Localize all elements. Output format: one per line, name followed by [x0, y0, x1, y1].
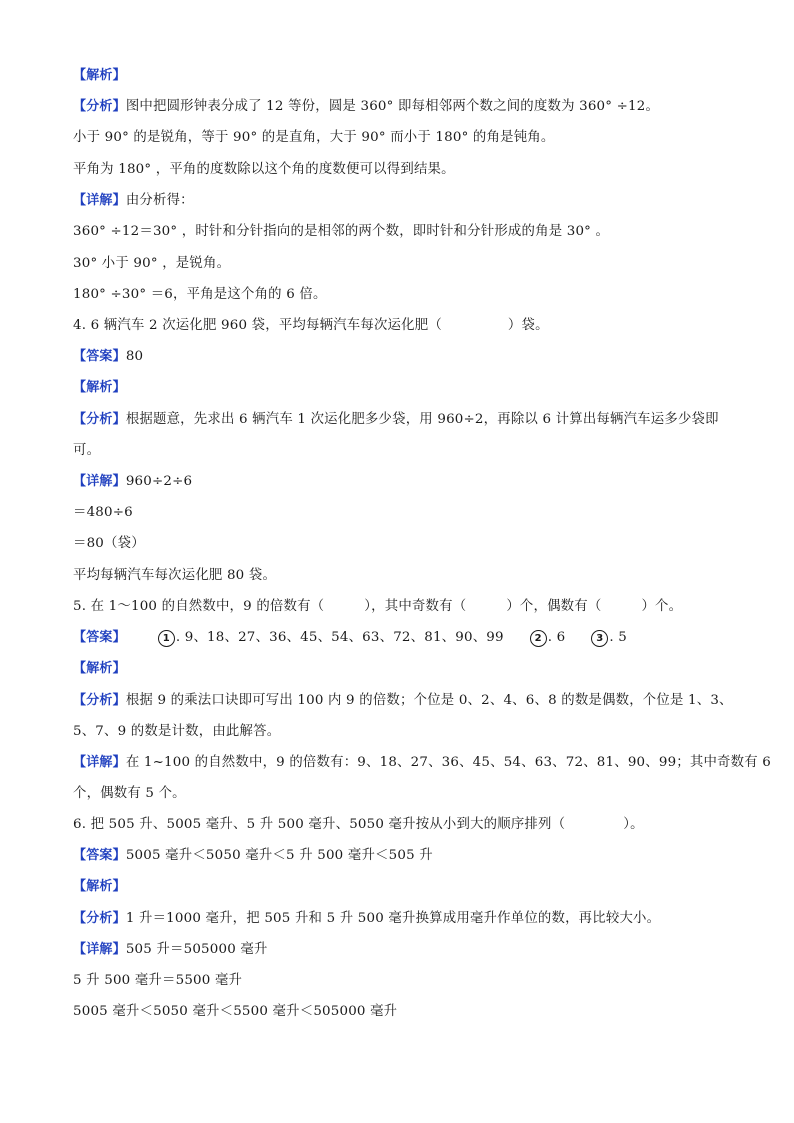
answer-item-3: [591, 628, 627, 648]
paragraph: [73, 971, 734, 991]
text: 根据题意，先求出 6 辆汽车 1 次运化肥多少袋，用 960÷2，再除以 6 计算出每辆汽车运多少袋即: [125, 412, 719, 427]
section-heading: [73, 66, 734, 86]
text: 平角为 180° ，平角的度数除以这个角的度数便可以得到结果。: [73, 162, 455, 177]
text: ＝80（袋）: [73, 536, 145, 551]
analysis-tag: 【解析】: [73, 879, 126, 894]
answer-text: . 6: [547, 630, 566, 645]
analysis-tag: 【解析】: [73, 661, 126, 676]
xiangjie-tag: 【详解】: [73, 942, 126, 957]
question-text-end: ）。: [623, 817, 644, 832]
text: 可。: [73, 443, 101, 458]
fenxi-tag: 【分析】: [73, 412, 126, 427]
answer-tag: 【答案】: [73, 848, 126, 863]
text: 由分析得：: [125, 193, 194, 208]
answer-tag: 【答案】: [73, 630, 126, 645]
text: 5005 毫升＜5050 毫升＜5500 毫升＜505000 毫升: [73, 1004, 398, 1019]
answer-text: 5005 毫升＜5050 毫升＜5 升 500 毫升＜505 升: [125, 848, 433, 863]
answer-item-1: [158, 628, 504, 648]
text: 30° 小于 90° ，是锐角。: [73, 256, 231, 271]
text: ＝480÷6: [73, 505, 133, 520]
analysis-tag: 【解析】: [73, 380, 126, 395]
question-text: 6. 把 505 升、5005 毫升、5 升 500 毫升、5050 毫升按从小到大的顺序排列（: [73, 817, 566, 832]
circled-number-1: 1: [158, 630, 175, 647]
question-5: [73, 597, 734, 617]
text: 根据 9 的乘法口诀即可写出 100 内 9 的倍数；个位是 0、2、4、6、8 的数是偶数，个位是 1、3、: [125, 693, 733, 708]
xiangjie-tag: 【详解】: [73, 474, 126, 489]
text: 180° ÷30° ＝6，平角是这个角的 6 倍。: [73, 287, 327, 302]
paragraph: [73, 410, 734, 430]
answer-line: [73, 628, 734, 648]
xiangjie-tag: 【详解】: [73, 193, 126, 208]
paragraph: [73, 441, 734, 461]
paragraph: [73, 722, 734, 742]
question-4: [73, 316, 734, 336]
text: 1 升＝1000 毫升，把 505 升和 5 升 500 毫升换算成用毫升作单位的数，再比较大小。: [125, 911, 661, 926]
paragraph: [73, 191, 734, 211]
answer-line: [73, 347, 734, 367]
text: 960÷2÷6: [125, 474, 193, 489]
xiangjie-tag: 【详解】: [73, 755, 126, 770]
text: 5 升 500 毫升＝5500 毫升: [73, 973, 243, 988]
paragraph: [73, 472, 734, 492]
answer-item-2: [530, 628, 566, 648]
question-6: [73, 815, 734, 835]
analysis-tag: 【解析】: [73, 68, 126, 83]
paragraph: [73, 285, 734, 305]
question-text: 5. 在 1～100 的自然数中，9 的倍数有（: [73, 599, 325, 614]
question-text: ）个。: [641, 599, 683, 614]
section-heading: [73, 378, 734, 398]
paragraph: [73, 222, 734, 242]
answer-text: . 5: [609, 630, 628, 645]
fenxi-tag: 【分析】: [73, 693, 126, 708]
text: 个，偶数有 5 个。: [73, 786, 186, 801]
paragraph: [73, 503, 734, 523]
paragraph: [73, 254, 734, 274]
question-text: 4. 6 辆汽车 2 次运化肥 960 袋，平均每辆汽车每次运化肥（: [73, 318, 442, 333]
paragraph: [73, 97, 734, 117]
answer-tag: 【答案】: [73, 349, 126, 364]
paragraph: [73, 534, 734, 554]
paragraph: [73, 128, 734, 148]
paragraph: [73, 909, 734, 929]
fenxi-tag: 【分析】: [73, 911, 126, 926]
text: 图中把圆形钟表分成了 12 等份，圆是 360° 即每相邻两个数之间的度数为 360° ÷12。: [125, 99, 660, 114]
paragraph: [73, 1002, 734, 1022]
text: 平均每辆汽车每次运化肥 80 袋。: [73, 568, 277, 583]
text: 小于 90° 的是锐角，等于 90° 的是直角，大于 90° 而小于 180° 的角是钝角。: [73, 130, 555, 145]
paragraph: [73, 691, 734, 711]
text: 505 升＝505000 毫升: [125, 942, 268, 957]
paragraph: [73, 940, 734, 960]
section-heading: [73, 659, 734, 679]
text: 5、7、9 的数是计数，由此解答。: [73, 724, 281, 739]
paragraph: [73, 753, 772, 773]
question-text: ）个，偶数有（: [506, 599, 602, 614]
circled-number-3: 3: [591, 630, 608, 647]
text: 360° ÷12＝30° ，时针和分针指向的是相邻的两个数，即时针和分针形成的角是 30° 。: [73, 224, 610, 239]
fenxi-tag: 【分析】: [73, 99, 126, 114]
question-text-end: ）袋。: [507, 318, 549, 333]
circled-number-2: 2: [530, 630, 547, 647]
section-heading: [73, 877, 734, 897]
answer-line: [73, 846, 734, 866]
text: 在 1~100 的自然数中，9 的倍数有：9、18、27、36、45、54、63、72、81、90、99；其中奇数有 6: [125, 755, 772, 770]
paragraph: [73, 566, 734, 586]
answer-text: 80: [125, 349, 144, 364]
question-text: ），其中奇数有（: [364, 599, 467, 614]
paragraph: [73, 784, 734, 804]
answer-text: . 9、18、27、36、45、54、63、72、81、90、99: [175, 630, 504, 645]
paragraph: [73, 160, 734, 180]
